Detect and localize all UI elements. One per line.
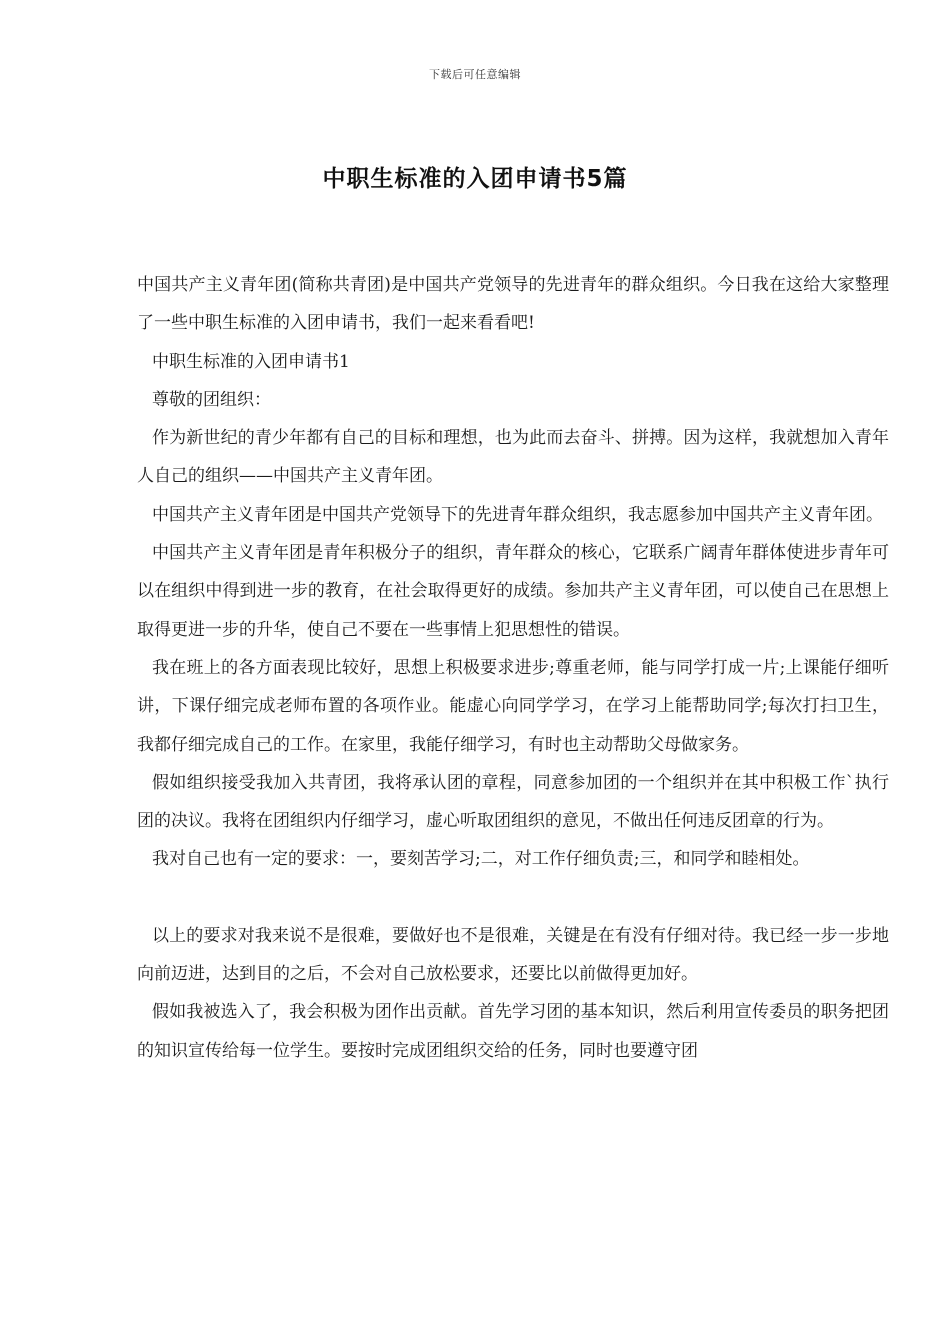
body-paragraph: 假如我被选入了，我会积极为团作出贡献。首先学习团的基本知识，然后利用宣传委员的职务把团的知识宣传给每一位学生。要按时完成团组织交给的任务，同时也要遵守团 [137, 1002, 889, 1061]
body-paragraph: 我在班上的各方面表现比较好，思想上积极要求进步;尊重老师，能与同学打成一片;上课能仔细听讲，下课仔细完成老师布置的各项作业。能虚心向同学学习，在学习上能帮助同学;每次打扫卫生，我都仔细完成自己的工作。在家里，我能仔细学习，有时也主动帮助父母做家务。 [137, 657, 889, 755]
body-paragraph: 假如组织接受我加入共青团，我将承认团的章程，同意参加团的一个组织并在其中积极工作`执行团的决议。我将在团组织内仔细学习，虚心听取团组织的意见，不做出任何违反团章的行为。 [137, 772, 889, 832]
body-paragraph: 我对自己也有一定的要求：一，要刻苦学习;二，对工作仔细负责;三，和同学和睦相处。 [152, 849, 810, 870]
intro-paragraph: 中国共产主义青年团(简称共青团)是中国共产党领导的先进青年的群众组织。今日我在这给大家整理了一些中职生标准的入团申请书，我们一起来看看吧! [137, 275, 889, 334]
body-paragraph: 中国共产主义青年团是青年积极分子的组织，青年群众的核心，它联系广阔青年群体使进步青年可以在组织中得到进一步的教育，在社会取得更好的成绩。参加共产主义青年团，可以使自己在思想上取得更进一步的升华，使自己不要在一些事情上犯思想性的错误。 [137, 543, 889, 640]
salutation: 尊敬的团组织： [152, 389, 271, 410]
body-paragraph: 中国共产主义青年团是中国共产党领导下的先进青年群众组织，我志愿参加中国共产主义青年团。 [152, 504, 883, 525]
body-paragraph: 以上的要求对我来说不是很难，要做好也不是很难，关键是在有没有仔细对待。我已经一步一步地向前迈进，达到目的之后，不会对自己放松要求，还要比以前做得更加好。 [137, 925, 889, 985]
section-heading: 中职生标准的入团申请书1 [152, 351, 350, 372]
document-title: 中职生标准的入团申请书5篇 [322, 166, 628, 192]
header-note: 下载后可任意编辑 [429, 68, 521, 81]
document-body [137, 266, 889, 1070]
body-paragraph: 作为新世纪的青少年都有自己的目标和理想，也为此而去奋斗、拼搏。因为这样，我就想加入青年人自己的组织——中国共产主义青年团。 [137, 428, 889, 487]
